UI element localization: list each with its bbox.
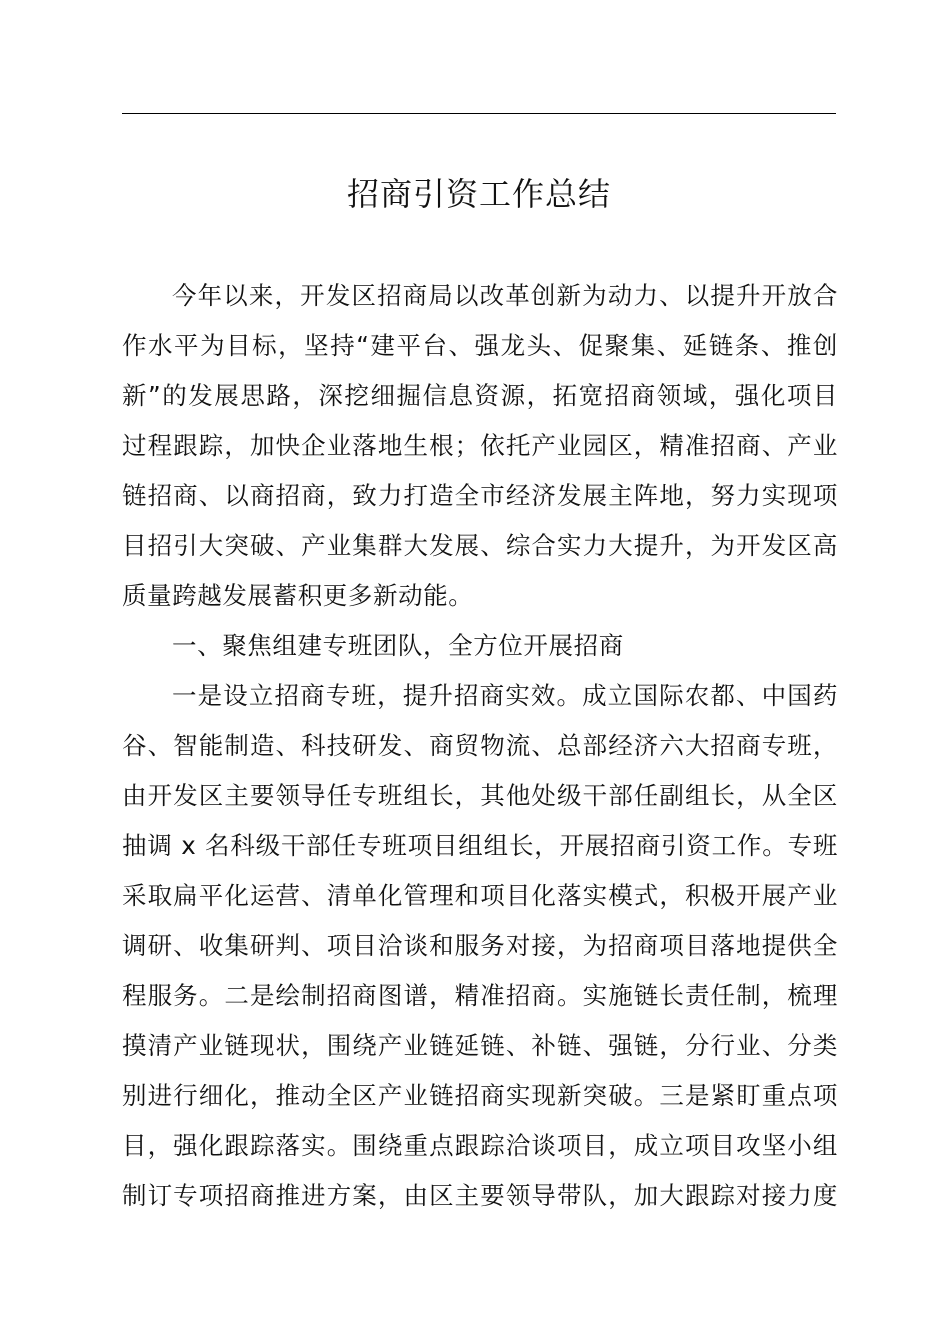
body-line: 一、聚焦组建专班团队，全方位开展招商	[172, 631, 624, 660]
body-line: 新”的发展思路，深挖细掘信息资源，拓宽招商领域，强化项目	[122, 381, 838, 410]
body-line: 程服务。二是绘制招商图谱，精准招商。实施链长责任制，梳理	[122, 981, 838, 1010]
body-line: 质量跨越发展蓄积更多新动能。	[122, 581, 474, 610]
body-line: 作水平为目标，坚持“建平台、强龙头、促聚集、延链条、推创	[122, 331, 838, 360]
body-line: 目招引大突破、产业集群大发展、综合实力大提升，为开发区高	[122, 531, 838, 560]
document-title: 招商引资工作总结	[346, 175, 611, 213]
document-body	[122, 271, 838, 1221]
body-line: 链招商、以商招商，致力打造全市经济发展主阵地，努力实现项	[122, 481, 838, 510]
header-rule	[122, 113, 836, 114]
body-line: 别进行细化，推动全区产业链招商实现新突破。三是紧盯重点项	[122, 1081, 838, 1110]
body-line: 抽调 x 名科级干部任专班项目组组长，开展招商引资工作。专班	[122, 831, 838, 860]
body-line: 制订专项招商推进方案，由区主要领导带队，加大跟踪对接力度	[122, 1181, 838, 1210]
body-line: 目，强化跟踪落实。围绕重点跟踪洽谈项目，成立项目攻坚小组	[122, 1131, 838, 1160]
body-line: 采取扁平化运营、清单化管理和项目化落实模式，积极开展产业	[122, 881, 838, 910]
body-line: 今年以来，开发区招商局以改革创新为动力、以提升开放合	[172, 281, 838, 310]
body-line: 摸清产业链现状，围绕产业链延链、补链、强链，分行业、分类	[122, 1031, 838, 1060]
body-line: 由开发区主要领导任专班组长，其他处级干部任副组长，从全区	[122, 781, 838, 810]
body-line: 调研、收集研判、项目洽谈和服务对接，为招商项目落地提供全	[122, 931, 838, 960]
body-line: 一是设立招商专班，提升招商实效。成立国际农都、中国药	[172, 681, 838, 710]
body-line: 过程跟踪，加快企业落地生根；依托产业园区，精准招商、产业	[122, 431, 838, 460]
body-line: 谷、智能制造、科技研发、商贸物流、总部经济六大招商专班，	[122, 731, 838, 760]
